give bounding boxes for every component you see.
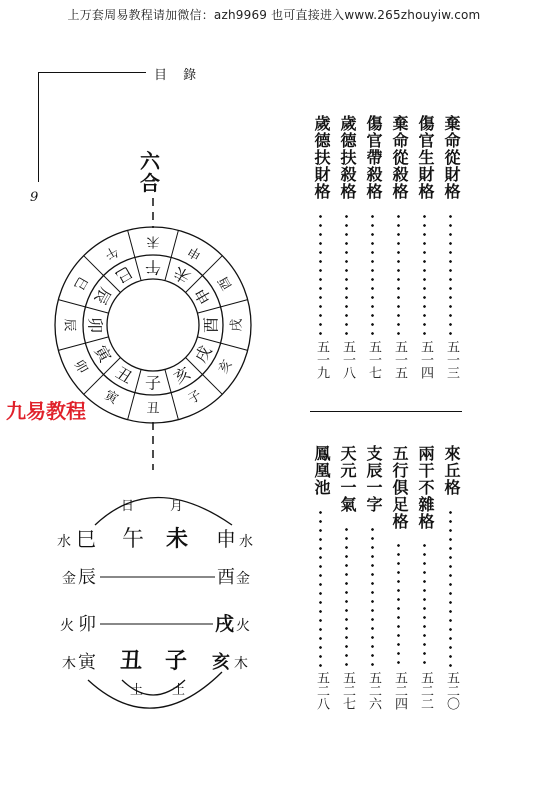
earth-label: 土 [130,683,144,698]
toc-entry-title: 天元一氣 [338,445,357,513]
ring-outer-branch: 卯 [70,357,91,377]
ring-outer-branch: 寅 [101,387,121,408]
toc-entry-page: 五二四 [392,671,407,710]
branch-right: 申 [216,527,236,551]
toc-entry-title: 五行俱足格 [390,445,409,530]
ring-inner-branch: 酉 [201,316,221,334]
diagram-label-top: 六 [140,149,160,173]
branch-mid: 午 [122,527,145,552]
ring-outer-branch: 巳 [70,273,91,293]
element-left: 金 [62,571,76,587]
branch-left: 巳 [76,527,96,551]
toc-entry-title: 傷官帶殺格 [364,115,383,200]
toc-entry-page: 五二二 [418,671,433,710]
branch-mid: 未 [166,526,189,552]
ring-inner-branch: 巳 [112,262,136,288]
toc-entry-page: 五一八 [340,340,355,379]
toc-entry-title: 來丘格 [442,445,461,496]
element-left: 火 [60,618,74,634]
toc-entry-page: 五二六 [366,671,381,710]
ring-outer-branch: 午 [101,242,121,263]
toc-entry-page: 五一五 [392,340,407,379]
branch-left: 寅 [78,652,96,673]
element-right: 木 [234,656,248,672]
toc-entry-title: 傷官生財格 [416,115,435,200]
ring-inner-branch: 午 [144,257,162,277]
toc-entry-title: 棄命從殺格 [390,115,409,200]
element-left: 水 [57,534,71,550]
toc-entry-page: 五一七 [366,340,381,379]
ring-inner-branch: 申 [190,284,216,308]
toc-entry-title: 支辰一字 [364,445,383,513]
branch-left: 卯 [78,614,96,635]
branch-right: 酉 [217,567,235,588]
ring-outer-branch: 申 [185,242,205,263]
branch-right: 亥 [212,652,230,673]
ring-inner-branch: 辰 [90,284,116,308]
toc-entry-title: 歲德扶殺格 [338,115,357,200]
top-arc [95,498,232,526]
header-title: 目 錄 [154,68,203,83]
ring-outer-branch: 酉 [215,273,236,293]
branch-mid: 丑 [120,648,143,674]
element-left: 木 [62,656,76,672]
ring-inner-branch: 丑 [112,362,136,388]
ring-outer-branch: 丑 [146,401,160,417]
watermark: 九易教程 [6,399,86,423]
ring-outer-branch: 戌 [229,318,245,332]
element-right: 水 [239,534,253,550]
page-number: 9 [30,190,39,205]
ring-outer-branch: 子 [185,387,205,408]
toc-entry-title: 鳳凰池 [312,445,331,496]
toc-entry-title: 歲德扶財格 [312,115,331,200]
ring-inner-branch: 未 [170,262,194,288]
toc-entry-page: 五二八 [314,671,329,710]
toc-entry-page: 五一九 [314,340,329,379]
element-right: 金 [236,571,250,587]
toc-entry-page: 五二七 [340,671,355,710]
ring-outer-branch: 亥 [215,357,236,377]
branch-mid: 子 [165,648,188,674]
toc-entry-title: 棄命從財格 [442,115,461,200]
moon-label: 月 [170,499,184,514]
ring-inner-branch: 亥 [170,362,194,388]
sun-label: 日 [121,499,135,514]
toc-entry-page: 五一三 [444,340,459,379]
toc-entry-page: 五一四 [418,340,433,379]
ring-outer-branch: 辰 [61,318,77,332]
ring-inner-branch: 卯 [85,316,105,334]
element-right: 火 [236,618,250,634]
toc-entry-title: 兩干不雜格 [416,445,435,530]
earth-label: 土 [172,683,186,698]
ring-outer-branch: 未 [146,233,160,249]
toc-entry-page: 五二〇 [444,671,459,710]
diagram-label-bottom: 合 [140,171,160,195]
ring-inner-branch: 寅 [90,342,116,366]
branch-right: 戌 [215,613,235,635]
ring-inner-branch: 子 [144,373,162,393]
bottom-arc-outer [88,672,222,708]
branch-left: 辰 [78,567,96,588]
top-banner: 上万套周易教程请加微信：azh9969 也可直接进入www.265zhouyiw.com [67,8,481,22]
inner-ring-circle [107,279,199,371]
ring-inner-branch: 戌 [190,342,216,366]
